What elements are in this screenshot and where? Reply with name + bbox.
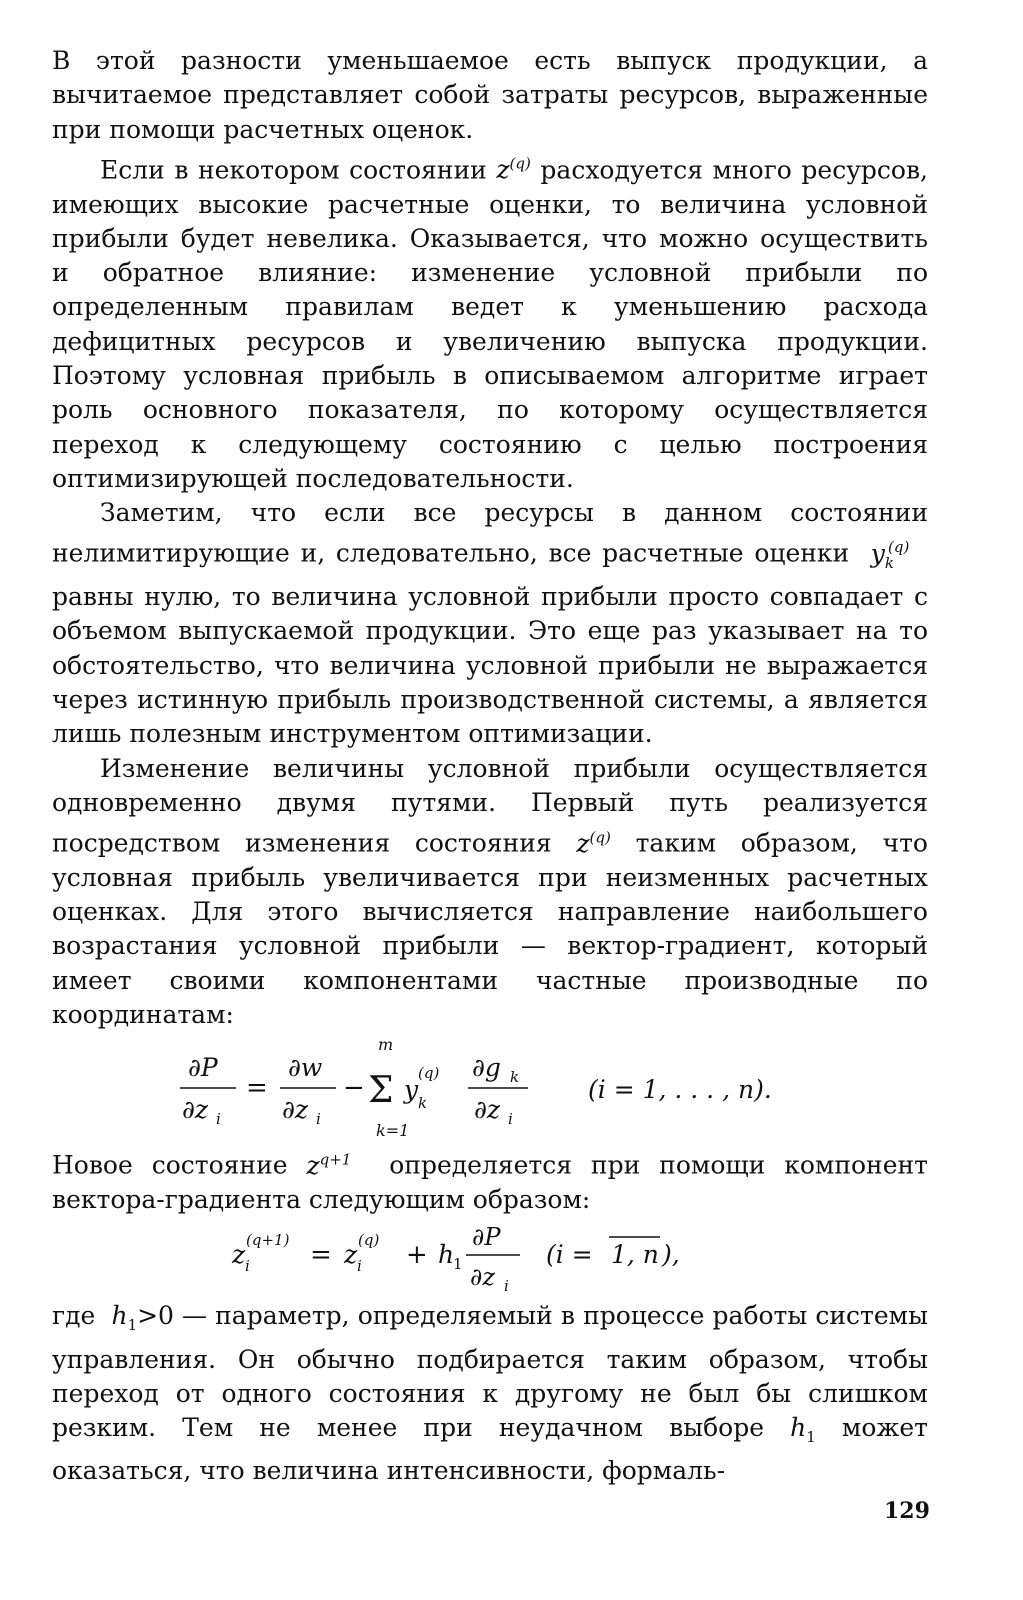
- page-body: [52, 44, 928, 1489]
- paragraph-5-text-b: определяется при помощи компонент вектора-градиента следующим образом:: [52, 1150, 928, 1214]
- formula1-term2-numerator-sub: k: [510, 1068, 520, 1087]
- formula1-term2-denominator: ∂z: [474, 1095, 501, 1125]
- formula2-range-open: (i =: [546, 1240, 593, 1270]
- paragraph-6-text-a: где: [52, 1301, 96, 1331]
- formula1-term1-numerator: ∂w: [288, 1053, 323, 1083]
- formula2-z: z: [232, 1240, 246, 1270]
- formula1-sigma: Σ: [368, 1070, 394, 1112]
- formula1-y: y: [404, 1075, 419, 1105]
- formula1-term1-denominator: ∂z: [282, 1095, 309, 1125]
- formula1-term2-numerator: ∂g: [472, 1053, 501, 1083]
- formula1-y-sup: (q): [418, 1064, 440, 1083]
- paragraph-3-text-a: Заметим, что если все ресурсы в данном состоянии нелимитирующие и, следовательно, все расчетные оценки: [52, 498, 928, 568]
- formula1-sum-lower: k=1: [376, 1121, 410, 1141]
- paragraph-2-text-a: Если в некотором состоянии: [100, 155, 487, 185]
- formula1-index-range: (i = 1, . . . , n).: [588, 1075, 772, 1105]
- formula1-term2-denominator-sub: i: [508, 1110, 513, 1129]
- formula1-sum-upper: m: [378, 1036, 394, 1055]
- formula1-minus: −: [343, 1073, 365, 1104]
- paragraph-5: [52, 1142, 928, 1217]
- formula2-z-sub: i: [245, 1257, 250, 1276]
- param-h1-relation: >0 —: [137, 1301, 208, 1331]
- param-h1: $h_1$: [111, 1301, 138, 1335]
- paragraph-3-text-b: равны нулю, то величина условной прибыли просто совпадает с объемом выпускаемой продукции. Это еще раз указывает на то обстоятельство, что величина условной прибыли не выражается через истинную прибыль производственной системы, а является лишь полезным инструментом оптимизации.: [52, 582, 928, 749]
- formula2-z2-sub: i: [357, 1257, 362, 1276]
- estimate-y-k-q: $y_k^{(q)}$: [870, 538, 910, 572]
- state-z-q-2: $z^{(q)}$: [576, 828, 611, 858]
- formula1-lhs-denominator: ∂z: [182, 1095, 209, 1125]
- paragraph-4-text-a: Изменение величины условной прибыли осуществляется одновременно двумя путями. Первый путь реализуется посредством изменения состояния: [52, 753, 928, 858]
- paragraph-1: [52, 44, 928, 147]
- formula2-frac-denominator: ∂z: [470, 1263, 496, 1292]
- formula-new-state-svg: [52, 1219, 928, 1299]
- formula2-frac-numerator: ∂P: [472, 1223, 501, 1252]
- formula2-z2-sup: (q): [358, 1231, 380, 1250]
- formula-gradient: [52, 1036, 928, 1142]
- formula1-term1-denominator-sub: i: [316, 1110, 321, 1129]
- formula2-h-sub: 1: [453, 1255, 463, 1274]
- formula1-lhs-denominator-sub: i: [216, 1110, 221, 1129]
- formula2-range-over: 1, n: [611, 1240, 659, 1270]
- formula2-h: h: [438, 1240, 455, 1270]
- paragraph-2-text-b: расходуется много ресурсов, имеющих высокие расчетные оценки, то величина условной прибыли будет невелика. Оказывается, что можно осуществить и обратное влияние: изменение условной прибыли по определенным правилам ведет к уменьшению расхода дефицитных ресурсов и увеличению выпуска продукции. Поэтому условная прибыль в описываемом алгоритме играет роль основного показателя, по которому осуществляется переход к следующему состоянию с целью построения оптимизирующей последовательности.: [52, 155, 929, 493]
- paragraph-6: [52, 1299, 928, 1488]
- formula2-z-sup: (q+1): [246, 1231, 290, 1250]
- paragraph-1-text: В этой разности уменьшаемое есть выпуск продукции, а вычитаемое представляет собой затраты ресурсов, выраженные при помощи расчетных оценок.: [52, 46, 928, 144]
- formula1-lhs-numerator: ∂P: [188, 1053, 218, 1083]
- formula2-plus: +: [406, 1240, 428, 1271]
- paragraph-6-text-b: параметр, определяемый в процессе работы системы управления. Он обычно подбирается таким образом, чтобы переход от одного состояния к другому не был бы слишком резким. Тем не менее при неудачном выборе: [52, 1301, 928, 1443]
- formula2-equals: =: [310, 1240, 332, 1271]
- formula-new-state: [52, 1219, 928, 1299]
- formula2-frac-denominator-sub: i: [504, 1277, 509, 1296]
- formula1-equals: =: [246, 1073, 268, 1104]
- formula1-y-sub: k: [418, 1094, 428, 1113]
- state-z-q-plus-1: $z^{q+1}$: [306, 1150, 352, 1180]
- paragraph-3: [52, 496, 928, 751]
- formula-gradient-svg: [52, 1036, 928, 1142]
- state-z-q: $z^{(q)}$: [496, 154, 531, 185]
- param-h1-2: $h_1$: [790, 1413, 816, 1447]
- paragraph-4-text-b: таким образом, что условная прибыль увеличивается при неизменных расчетных оценках. Для этого вычисляется направление наибольшего возрастания условной прибыли — вектор-градиент, который имеет своими компонентами частные производные по координатам:: [52, 828, 928, 1029]
- paragraph-4: [52, 752, 928, 1033]
- paragraph-6-text-c: может оказаться, что величина интенсивности, формаль-: [52, 1413, 928, 1486]
- paragraph-2: [52, 147, 928, 496]
- formula2-range-close: ),: [662, 1240, 680, 1270]
- page-number: 129: [884, 1498, 930, 1524]
- formula2-z2: z: [344, 1240, 358, 1270]
- paragraph-5-text-a: Новое состояние: [52, 1150, 288, 1180]
